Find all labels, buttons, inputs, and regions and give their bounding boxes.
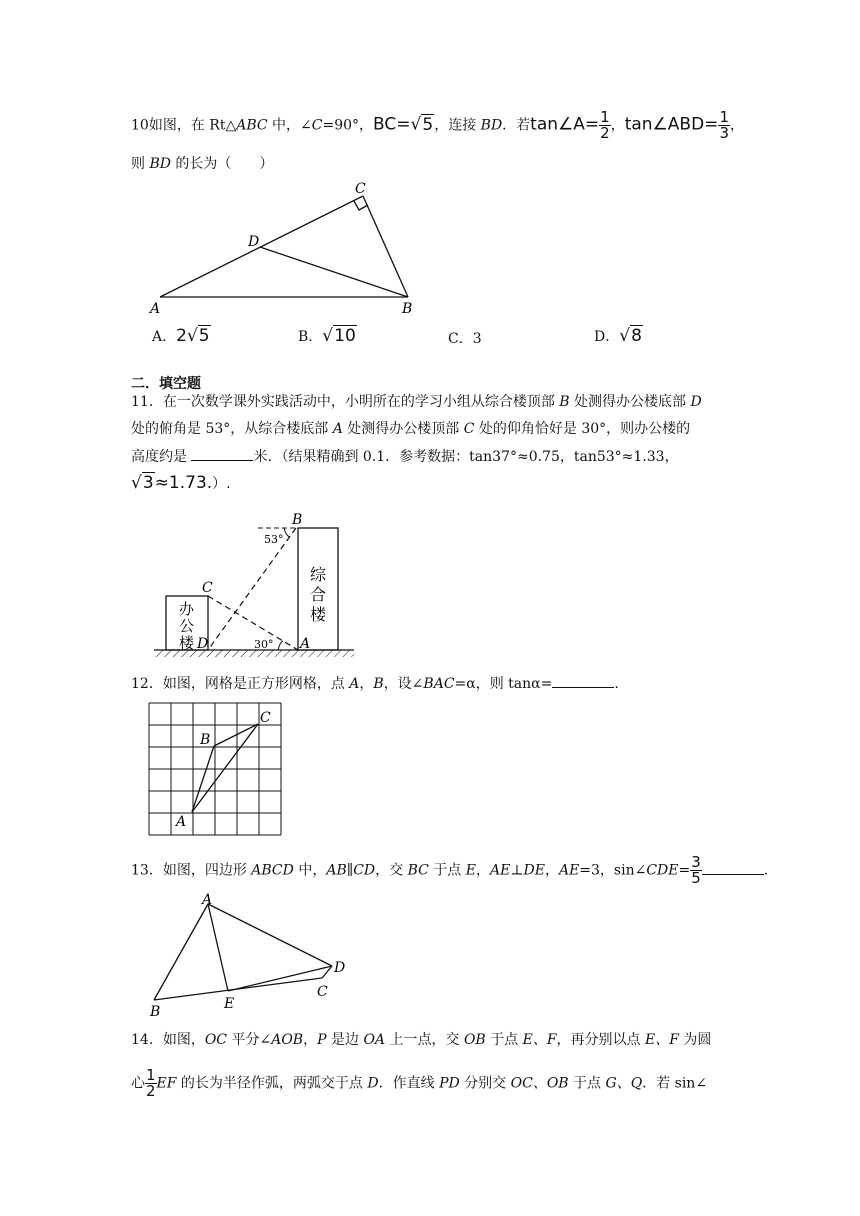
angle-53-arc bbox=[284, 528, 290, 537]
label-a: A bbox=[202, 892, 213, 908]
label-b: B bbox=[150, 1004, 161, 1020]
svg-text:办: 办 bbox=[179, 600, 195, 618]
q10-line2: 则 BD 的长为（ ） bbox=[131, 156, 274, 172]
q13-line1: 13．如图，四边形 ABCD 中，AB∥CD，交 BC 于点 E，AE⊥DE，AE=3，sin∠CDE= $\frac{3}{5}$ . bbox=[131, 853, 769, 887]
label-b: B bbox=[200, 732, 211, 748]
label-e: E bbox=[224, 996, 235, 1012]
q11-line3: 高度约是 米．（结果精确到 0.1．参考数据：tan37°≈0.75，tan53°≈1.33， bbox=[131, 446, 679, 467]
label-c: C bbox=[202, 580, 213, 596]
svg-text:楼: 楼 bbox=[179, 634, 195, 652]
q11-buildings-figure bbox=[150, 510, 360, 665]
option-d[interactable]: D．√8 bbox=[594, 326, 642, 346]
option-c[interactable]: C．3 bbox=[448, 331, 482, 347]
svg-text:合: 合 bbox=[310, 585, 327, 604]
side-ab bbox=[154, 904, 208, 1000]
segment-ae bbox=[208, 904, 228, 991]
label-d: D bbox=[197, 636, 209, 652]
label-d: D bbox=[334, 960, 346, 976]
option-a[interactable]: A．2√5 bbox=[152, 326, 210, 346]
q12-line1: 12．如图，网格是正方形网格，点 A，B，设∠BAC=α，则 tanα= . bbox=[131, 673, 619, 694]
label-c: C bbox=[355, 181, 366, 197]
label-b: B bbox=[402, 301, 413, 317]
segment-bd bbox=[260, 247, 408, 297]
side-cb bbox=[363, 196, 408, 297]
svg-text:楼: 楼 bbox=[310, 605, 327, 624]
q14-line2: 心 $\frac{1}{2}$ EF 的长为半径作弧，两弧交于点 D．作直线 PD 分别交 OC、OB 于点 G、Q．若 sin∠ bbox=[131, 1066, 708, 1100]
q12-answer-blank[interactable] bbox=[552, 673, 614, 688]
label-d: D bbox=[248, 234, 260, 250]
q14-line1: 14．如图，OC 平分∠AOB，P 是边 OA 上一点，交 OB 于点 E、F，再分别以点 E、F 为圆 bbox=[131, 1032, 712, 1048]
angle-30-arc bbox=[278, 641, 283, 650]
label-a: A bbox=[176, 814, 187, 830]
q10-line1: 10如图，在 Rt△ABC 中，∠C=90°，BC=√5，连接 BD．若tan∠A= $\frac{1}{2}$ ，tan∠ABD= $\frac{1}{3}$ ， bbox=[131, 108, 744, 142]
svg-text:综: 综 bbox=[310, 565, 327, 584]
q11-answer-blank[interactable] bbox=[191, 446, 253, 461]
q13-answer-blank[interactable] bbox=[702, 860, 764, 875]
q11-line1: 11．在一次数学课外实践活动中，小明所在的学习小组从综合楼顶部 B 处测得办公楼底部 D bbox=[131, 394, 702, 410]
fraction-three-fifths: $\frac{3}{5}$ bbox=[691, 853, 701, 887]
side-ac bbox=[160, 196, 363, 297]
q12-grid-figure bbox=[148, 702, 284, 836]
section-heading-fill-in: 二．填空题 bbox=[131, 376, 201, 392]
svg-text:公: 公 bbox=[179, 617, 195, 635]
label-c: C bbox=[260, 710, 271, 726]
q10-triangle-figure bbox=[140, 176, 430, 321]
option-b[interactable]: B．√10 bbox=[298, 326, 356, 346]
side-ad bbox=[208, 904, 332, 966]
fraction-one-half: $\frac{1}{2}$ bbox=[600, 108, 610, 142]
svg-text:53°: 53° bbox=[264, 533, 284, 546]
fraction-one-third: $\frac{1}{3}$ bbox=[719, 108, 729, 142]
sight-line-bd bbox=[208, 528, 296, 650]
fraction-one-half: $\frac{1}{2}$ bbox=[146, 1066, 156, 1100]
segment-bc bbox=[214, 724, 258, 746]
label-b: B bbox=[292, 512, 303, 528]
segment-ab bbox=[192, 746, 214, 812]
q13-quadrilateral-figure bbox=[140, 890, 360, 1022]
sight-line-ac bbox=[208, 596, 298, 650]
label-a: A bbox=[150, 301, 161, 317]
q11-line4: √3≈1.73.）. bbox=[131, 473, 231, 493]
label-a: A bbox=[300, 636, 311, 652]
q11-line2: 处的俯角是 53°，从综合楼底部 A 处测得办公楼顶部 C 处的仰角恰好是 30°，则办公楼的 bbox=[131, 421, 691, 437]
label-c: C bbox=[317, 984, 328, 1000]
svg-text:30°: 30° bbox=[254, 638, 274, 651]
